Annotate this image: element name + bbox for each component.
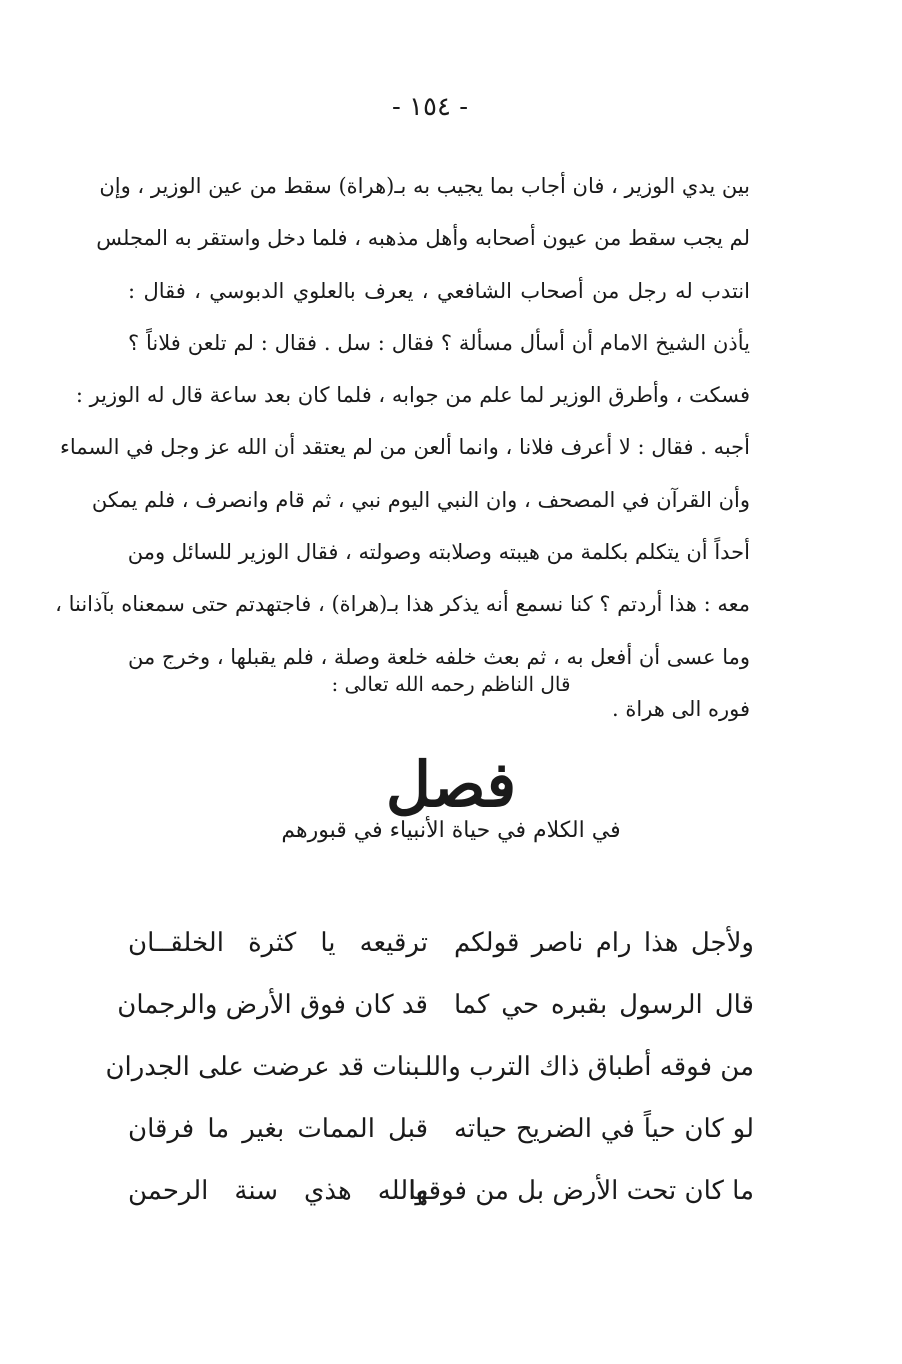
prose-line: بين يدي الوزير ، فان أجاب بما يجيب به بـ(هراة) سقط من عين الوزير ، وإن	[99, 174, 750, 198]
prose-paragraph	[55, 160, 750, 735]
first-hemistich: من فوقه أطباق ذاك الترب واللـ	[416, 1052, 754, 1082]
poem-verse	[128, 1098, 754, 1160]
prose-line: معه : هذا أردتم ؟ كنا نسمع أنه يذكر هذا بـ(هراة) ، فاجتهدتم حتى سمعناه بآذاننا ،	[55, 592, 750, 617]
first-hemistich: ولأجل هذا رام ناصر قولكم	[454, 928, 754, 958]
first-hemistich: لو كان حياً في الضريح حياته	[454, 1114, 754, 1144]
prose-line: فوره الى هراة .	[612, 696, 750, 721]
second-hemistich: والله هذي سنة الرحمن	[128, 1176, 428, 1206]
second-hemistich: ترقيعه يا كثرة الخلقــان	[128, 928, 428, 958]
poem-verse	[117, 974, 754, 1036]
page-number: - ١٥٤ -	[391, 92, 469, 122]
first-hemistich: قال الرسول بقبره حي كما	[454, 990, 754, 1020]
prose-line: أجبه . فقال : لا أعرف فلانا ، وانما ألعن من لم يعتقد أن الله عز وجل في السماء	[60, 435, 750, 460]
poem-verse	[128, 912, 754, 974]
second-hemistich: ـبنات قد عرضت على الجدران	[105, 1052, 428, 1082]
first-hemistich: ما كان تحت الأرض بل من فوقها	[408, 1176, 754, 1206]
poem	[105, 912, 754, 1222]
poem-verse	[128, 1160, 754, 1222]
section-subtitle: في الكلام في حياة الأنبياء في قبورهم	[281, 818, 621, 843]
poem-verse	[105, 1036, 754, 1098]
section-heading: فصل	[385, 748, 517, 821]
prose-line: يأذن الشيخ الامام أن أسأل مسألة ؟ فقال : سل . فقال : لم تلعن فلاناً ؟	[128, 330, 750, 355]
prose-line: فسكت ، وأطرق الوزير لما علم من جوابه ، فلما كان بعد ساعة قال له الوزير :	[75, 383, 750, 408]
prose-line: أحداً أن يتكلم بكلمة من هيبته وصلابته وصولته ، فقال الوزير للسائل ومن	[127, 540, 750, 565]
poet-note: قال الناظم رحمه الله تعالى :	[331, 672, 571, 696]
second-hemistich: قد كان فوق الأرض والرجمان	[117, 990, 428, 1020]
prose-line: وما عسى أن أفعل به ، ثم بعث خلفه خلعة وصلة ، فلم يقبلها ، وخرج من	[127, 644, 750, 669]
second-hemistich: قبل الممات بغير ما فرقان	[128, 1114, 428, 1144]
prose-line: وأن القرآن في المصحف ، وان النبي اليوم نبي ، ثم قام وانصرف ، فلم يمكن	[91, 487, 750, 512]
prose-line: انتدب له رجل من أصحاب الشافعي ، يعرف بالعلوي الدبوسي ، فقال :	[128, 278, 750, 303]
prose-line: لم يجب سقط من عيون أصحابه وأهل مذهبه ، فلما دخل واستقر به المجلس	[96, 226, 750, 251]
